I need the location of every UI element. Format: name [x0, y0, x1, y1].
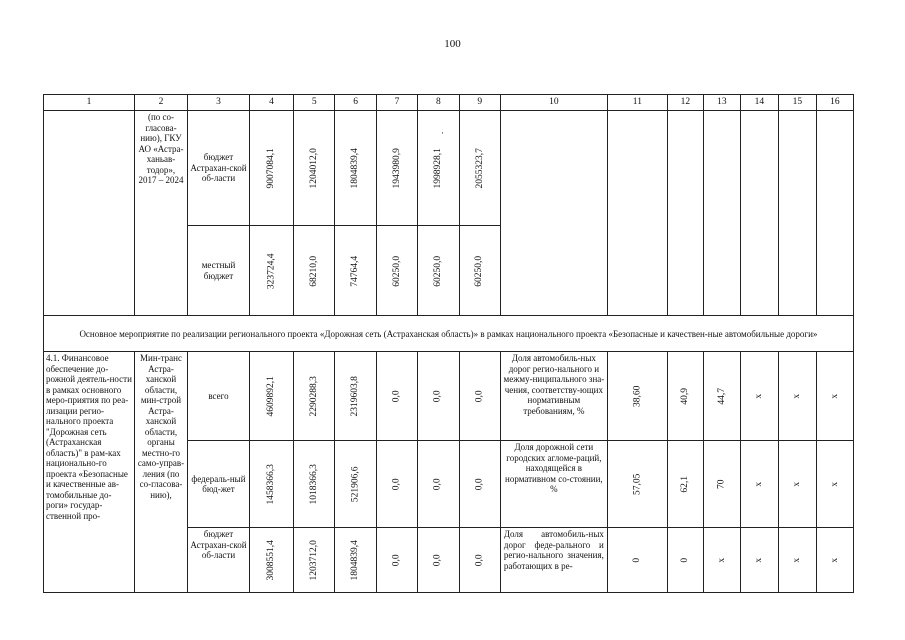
funding-source-cell: местный бюджет — [188, 226, 250, 316]
indicator-value-cell: х — [740, 528, 778, 593]
value-cell: 60250,0 — [418, 226, 459, 316]
value-cell: 1203712,0 — [294, 528, 335, 593]
header-cell: 1 — [44, 95, 135, 111]
indicator-value-cell: 0 — [667, 528, 703, 593]
section-row — [44, 316, 854, 352]
table-cell — [667, 111, 703, 316]
header-cell: 9 — [459, 95, 500, 111]
table-row — [44, 352, 854, 441]
header-cell: 11 — [607, 95, 667, 111]
measure-description-cell: 4.1. Финансовое обеспечение до-рожной деятель-ности в рамках основного меро-приятия по реа-лизации регио-нального проекта "Дорожная сеть (Астраханская область)" в рам-ках национально-го проекта «Безопасные и качественные ав-томобильные до-роги» государ-ственной про- — [44, 352, 135, 593]
table-cell — [607, 111, 667, 316]
value-cell: 0,0 — [376, 352, 417, 441]
value-cell: 60250,0 — [459, 226, 500, 316]
indicator-value-cell: 62,1 — [667, 441, 703, 528]
header-cell: 3 — [188, 95, 250, 111]
table-cell — [778, 111, 816, 316]
value-cell: 1943980,9 — [376, 111, 417, 226]
indicator-value-cell: х — [778, 352, 816, 441]
header-cell: 15 — [778, 95, 816, 111]
header-cell: 14 — [740, 95, 778, 111]
indicator-value-cell: х — [816, 441, 853, 528]
value-cell: 0,0 — [459, 441, 500, 528]
indicator-value-cell: 57,05 — [607, 441, 667, 528]
table-cell — [703, 111, 740, 316]
value-cell: 74764,4 — [335, 226, 376, 316]
value-cell: 4609892,1 — [250, 352, 294, 441]
value-cell: 0,0 — [459, 528, 500, 593]
value-cell: 1998928,1 — [418, 111, 459, 226]
indicator-value-cell: х — [778, 528, 816, 593]
section-title: Основное мероприятие по реализации регионального проекта «Дорожная сеть (Астраханская область)» в рамках национального проекта «Безопасные и качествен-ные автомобильные дороги» — [44, 316, 854, 352]
funding-source-cell: федераль-ный бюд-жет — [188, 441, 250, 528]
value-cell: 521906,6 — [335, 441, 376, 528]
indicator-value-cell: 44,7 — [703, 352, 740, 441]
value-cell: 3008551,4 — [250, 528, 294, 593]
funding-source-cell: бюджет Астрахан-ской об-ласти — [188, 528, 250, 593]
header-cell: 13 — [703, 95, 740, 111]
header-cell: 16 — [816, 95, 853, 111]
funding-source-cell: бюджет Астрахан-ской об-ласти — [188, 111, 250, 226]
value-cell: 323724,4 — [250, 226, 294, 316]
value-cell: 0,0 — [418, 528, 459, 593]
indicator-cell: Доля дорожной сети городских агломе-раций, находящейся в нормативном со-стоянии, % — [500, 441, 607, 528]
indicator-value-cell: 0 — [607, 528, 667, 593]
budget-table — [43, 94, 854, 593]
value-cell: 0,0 — [376, 528, 417, 593]
indicator-cell: Доля автомобиль-ных дорог феде-рального и регио-нального значения, работающих в ре- — [500, 528, 607, 593]
value-cell: 1804839,4 — [335, 528, 376, 593]
header-row — [44, 95, 854, 111]
table-row — [44, 111, 854, 226]
executor-cell: Мин-транс Астра-ханской области, мин-строй Астра-ханской области, органы местно-го само-управ-ления (по со-гласова-нию), — [135, 352, 188, 593]
header-cell: 8 — [418, 95, 459, 111]
header-cell: 4 — [250, 95, 294, 111]
stray-mark: · — [441, 128, 444, 138]
indicator-cell: Доля автомобиль-ных дорог регио-нального и межму-ниципального зна-чения, соответству-ющих нормативным требованиям, % — [500, 352, 607, 441]
indicator-value-cell: 38,60 — [607, 352, 667, 441]
header-cell: 10 — [500, 95, 607, 111]
value-cell: 0,0 — [459, 352, 500, 441]
value-cell: 60250,0 — [376, 226, 417, 316]
value-cell: 1804839,4 — [335, 111, 376, 226]
indicator-value-cell: х — [740, 352, 778, 441]
header-cell: 7 — [376, 95, 417, 111]
value-cell: 2055323,7 — [459, 111, 500, 226]
value-cell: 9007084,1 — [250, 111, 294, 226]
indicator-value-cell: х — [816, 352, 853, 441]
table-cell — [44, 111, 135, 316]
indicator-value-cell: х — [816, 528, 853, 593]
value-cell: 2319603,8 — [335, 352, 376, 441]
value-cell: 0,0 — [376, 441, 417, 528]
header-cell: 6 — [335, 95, 376, 111]
executor-cell: (по со-гласова-нию), ГКУ АО «Астра-ханьав-тодор», 2017 – 2024 — [135, 111, 188, 316]
value-cell: 0,0 — [418, 352, 459, 441]
indicator-value-cell: х — [778, 441, 816, 528]
indicator-value-cell: х — [740, 441, 778, 528]
value-cell: 0,0 — [418, 441, 459, 528]
value-cell: 1204012,0 — [294, 111, 335, 226]
page-number: 100 — [444, 38, 461, 50]
value-cell: 1458366,3 — [250, 441, 294, 528]
value-cell: 2290288,3 — [294, 352, 335, 441]
value-cell: 1018366,3 — [294, 441, 335, 528]
indicator-value-cell: 40,9 — [667, 352, 703, 441]
header-cell: 12 — [667, 95, 703, 111]
table-cell — [740, 111, 778, 316]
indicator-cell — [500, 111, 607, 316]
header-cell: 2 — [135, 95, 188, 111]
indicator-value-cell: 70 — [703, 441, 740, 528]
table-cell — [816, 111, 853, 316]
indicator-value-cell: х — [703, 528, 740, 593]
value-cell: 68210,0 — [294, 226, 335, 316]
funding-source-cell: всего — [188, 352, 250, 441]
header-cell: 5 — [294, 95, 335, 111]
